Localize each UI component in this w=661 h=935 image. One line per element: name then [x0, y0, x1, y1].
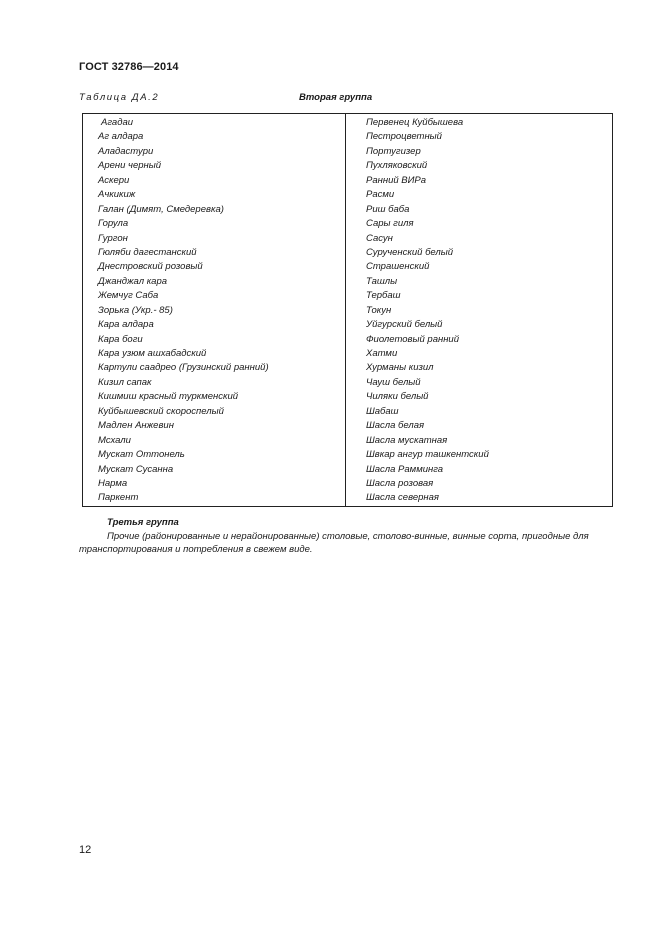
variety-item: Швкар ангур ташкентский [366, 449, 489, 461]
grape-varieties-table [82, 113, 613, 507]
variety-item: Аг алдара [98, 131, 144, 143]
variety-item: Кара боги [98, 333, 143, 345]
variety-item: Мадлен Анжевин [98, 420, 174, 432]
variety-item: Горула [98, 218, 129, 230]
variety-item: Гюляби дагестанский [98, 246, 197, 258]
variety-item: Аладастури [98, 145, 154, 157]
variety-item: Страшенский [366, 261, 430, 273]
variety-item: Аскери [98, 174, 130, 186]
variety-item: Фиолетовый ранний [366, 333, 459, 345]
variety-item: Зорька (Укр.- 85) [98, 304, 173, 316]
variety-item: Пухляковский [366, 160, 428, 172]
variety-item: Пестроцветный [366, 131, 442, 143]
variety-item: Куйбышевский скороспелый [98, 405, 224, 417]
variety-item: Уйгурский белый [366, 319, 443, 331]
variety-item: Гургон [98, 232, 128, 244]
variety-item: Хурманы кизил [366, 362, 434, 374]
variety-item: Галан (Димят, Смедеревка) [98, 203, 224, 215]
variety-item: Расми [366, 189, 395, 201]
variety-item: Токун [366, 304, 392, 316]
page-number: 12 [79, 844, 92, 856]
document-header: ГОСТ 32786—2014 [79, 61, 179, 73]
variety-item: Португизер [366, 145, 421, 157]
variety-item: Ранний ВИРа [366, 174, 427, 186]
third-group-text: Прочие (районированные и нерайонированные) столовые, столово-винные, винные сорта, пригодные для транспортирования и потребления в свежем виде. [79, 531, 589, 555]
variety-item: Кизил сапак [98, 376, 152, 388]
variety-item: Картули саадрео (Грузинский ранний) [98, 362, 269, 374]
variety-item: Агадаи [101, 117, 134, 128]
column-divider [345, 114, 346, 506]
right-column [366, 116, 489, 506]
variety-item: Шасла Рамминга [366, 463, 444, 475]
variety-item: Сурученский белый [366, 246, 454, 258]
variety-item: Кара узюм ашхабадский [98, 348, 207, 359]
left-column [98, 116, 269, 506]
variety-item: Тербаш [366, 290, 401, 302]
variety-item: Шасла мускатная [366, 434, 448, 446]
variety-item: Шасла розовая [366, 477, 434, 489]
variety-item: Сары гиля [366, 218, 414, 230]
variety-item: Мускат Сусанна [98, 463, 174, 475]
variety-item: Чиляки белый [366, 391, 429, 403]
variety-item: Жемчуг Саба [98, 290, 159, 302]
variety-item: Днестровский розовый [98, 261, 203, 273]
table-caption: Таблица ДА.2 [79, 92, 160, 103]
variety-item: Первенец Куйбышева [366, 117, 464, 128]
variety-item: Шасла северная [366, 492, 439, 504]
variety-item: Кара алдара [98, 319, 154, 331]
variety-item: Шасла белая [366, 420, 425, 432]
third-group-title: Третья группа [107, 517, 179, 528]
variety-item: Паркент [98, 492, 139, 504]
variety-item: Риш баба [366, 203, 410, 215]
variety-item: Хатми [366, 348, 398, 359]
variety-item: Сасун [366, 232, 393, 244]
variety-item: Ачкикиж [98, 189, 136, 201]
variety-item: Чауш белый [366, 376, 421, 388]
variety-item: Нарма [98, 477, 128, 489]
variety-item: Шабаш [366, 405, 399, 417]
variety-item: Кишмиш красный туркменский [98, 391, 239, 403]
variety-item: Мускат Оттонель [98, 449, 185, 461]
variety-item: Мсхали [98, 434, 131, 446]
variety-item: Арени черный [98, 160, 162, 172]
group-title: Вторая группа [299, 92, 373, 103]
variety-item: Ташлы [366, 275, 398, 287]
variety-item: Джанджал кара [98, 275, 168, 287]
